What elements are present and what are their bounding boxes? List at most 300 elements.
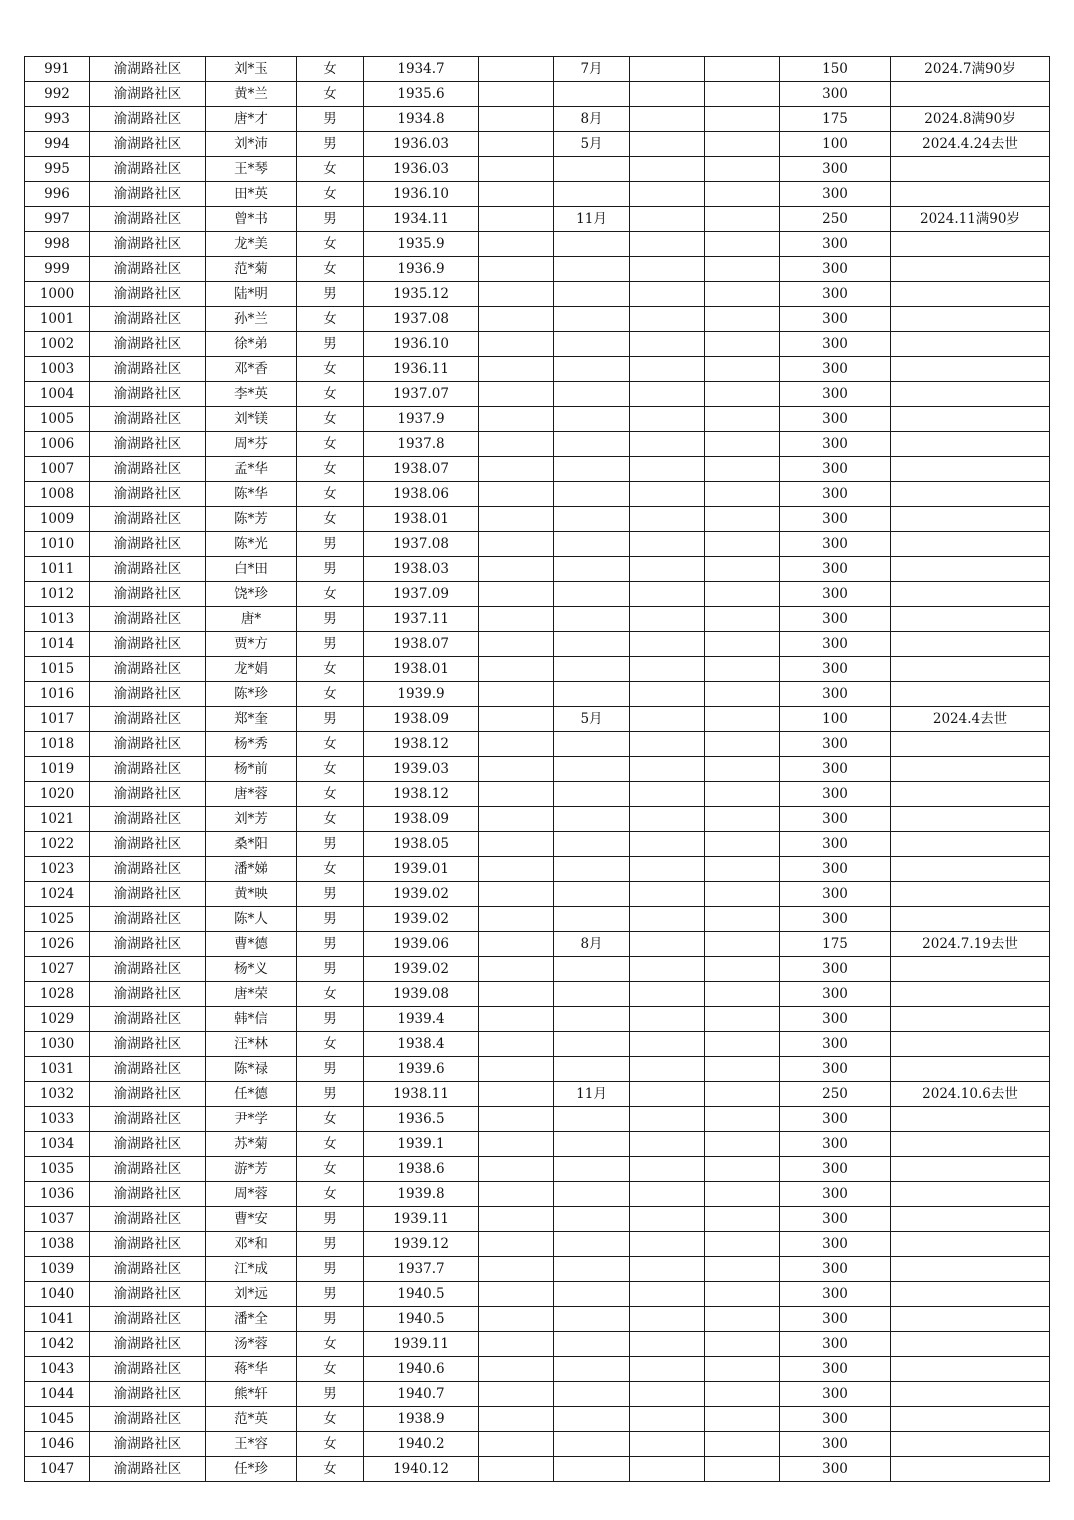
cell-serial-number: 1022 — [25, 832, 90, 857]
cell-birth-date: 1939.11 — [364, 1332, 479, 1357]
cell-month — [554, 1107, 630, 1132]
cell-month — [554, 832, 630, 857]
cell-serial-number: 1007 — [25, 457, 90, 482]
cell-community: 渝湖路社区 — [90, 1282, 206, 1307]
cell-birth-date: 1938.01 — [364, 657, 479, 682]
cell-amount: 300 — [780, 1307, 891, 1332]
cell-gender: 女 — [297, 1157, 364, 1182]
cell-blank-col8 — [630, 1432, 705, 1457]
cell-month — [554, 732, 630, 757]
cell-name: 陈*光 — [206, 532, 297, 557]
cell-blank-col6 — [479, 232, 554, 257]
cell-month — [554, 157, 630, 182]
cell-community: 渝湖路社区 — [90, 457, 206, 482]
cell-community: 渝湖路社区 — [90, 732, 206, 757]
cell-blank-col9 — [705, 1107, 780, 1132]
cell-birth-date: 1936.9 — [364, 257, 479, 282]
cell-gender: 女 — [297, 82, 364, 107]
cell-community: 渝湖路社区 — [90, 132, 206, 157]
cell-serial-number: 1035 — [25, 1157, 90, 1182]
cell-blank-col8 — [630, 1357, 705, 1382]
roster-table — [24, 56, 1050, 1482]
cell-birth-date: 1938.03 — [364, 557, 479, 582]
cell-serial-number: 1030 — [25, 1032, 90, 1057]
cell-blank-col9 — [705, 1232, 780, 1257]
cell-note: 2024.8满90岁 — [891, 107, 1050, 132]
cell-birth-date: 1935.6 — [364, 82, 479, 107]
cell-name: 杨*秀 — [206, 732, 297, 757]
cell-blank-col9 — [705, 1182, 780, 1207]
cell-blank-col8 — [630, 132, 705, 157]
cell-amount: 175 — [780, 107, 891, 132]
cell-amount: 300 — [780, 782, 891, 807]
cell-community: 渝湖路社区 — [90, 207, 206, 232]
cell-name: 江*成 — [206, 1257, 297, 1282]
table-row — [25, 1057, 1050, 1082]
table-row — [25, 257, 1050, 282]
cell-blank-col9 — [705, 1382, 780, 1407]
table-row — [25, 1132, 1050, 1157]
cell-note — [891, 1032, 1050, 1057]
cell-note: 2024.7满90岁 — [891, 57, 1050, 82]
cell-blank-col6 — [479, 1432, 554, 1457]
cell-note — [891, 1382, 1050, 1407]
cell-blank-col8 — [630, 582, 705, 607]
cell-blank-col8 — [630, 82, 705, 107]
cell-gender: 女 — [297, 257, 364, 282]
cell-blank-col6 — [479, 1232, 554, 1257]
cell-gender: 女 — [297, 507, 364, 532]
table-row — [25, 182, 1050, 207]
cell-month — [554, 657, 630, 682]
cell-note — [891, 1307, 1050, 1332]
cell-community: 渝湖路社区 — [90, 107, 206, 132]
cell-serial-number: 1018 — [25, 732, 90, 757]
cell-blank-col6 — [479, 357, 554, 382]
cell-blank-col8 — [630, 1032, 705, 1057]
cell-community: 渝湖路社区 — [90, 857, 206, 882]
cell-name: 刘*沛 — [206, 132, 297, 157]
cell-blank-col8 — [630, 1382, 705, 1407]
cell-blank-col8 — [630, 1232, 705, 1257]
cell-blank-col9 — [705, 1157, 780, 1182]
cell-birth-date: 1938.01 — [364, 507, 479, 532]
cell-community: 渝湖路社区 — [90, 157, 206, 182]
cell-community: 渝湖路社区 — [90, 1132, 206, 1157]
cell-month — [554, 357, 630, 382]
cell-birth-date: 1937.08 — [364, 307, 479, 332]
cell-note — [891, 332, 1050, 357]
cell-birth-date: 1936.11 — [364, 357, 479, 382]
cell-month — [554, 407, 630, 432]
cell-note — [891, 582, 1050, 607]
cell-community: 渝湖路社区 — [90, 1232, 206, 1257]
cell-serial-number: 1038 — [25, 1232, 90, 1257]
cell-month: 5月 — [554, 707, 630, 732]
cell-blank-col9 — [705, 482, 780, 507]
cell-gender: 男 — [297, 1007, 364, 1032]
cell-serial-number: 1033 — [25, 1107, 90, 1132]
cell-blank-col8 — [630, 57, 705, 82]
cell-name: 刘*镁 — [206, 407, 297, 432]
cell-month — [554, 457, 630, 482]
cell-blank-col6 — [479, 1407, 554, 1432]
cell-name: 曹*德 — [206, 932, 297, 957]
cell-serial-number: 1037 — [25, 1207, 90, 1232]
cell-blank-col8 — [630, 1057, 705, 1082]
cell-blank-col9 — [705, 57, 780, 82]
cell-blank-col6 — [479, 832, 554, 857]
cell-blank-col9 — [705, 332, 780, 357]
cell-note — [891, 157, 1050, 182]
cell-note — [891, 757, 1050, 782]
cell-gender: 男 — [297, 557, 364, 582]
cell-note — [891, 1107, 1050, 1132]
cell-community: 渝湖路社区 — [90, 957, 206, 982]
cell-month: 5月 — [554, 132, 630, 157]
cell-blank-col9 — [705, 932, 780, 957]
cell-community: 渝湖路社区 — [90, 982, 206, 1007]
cell-serial-number: 998 — [25, 232, 90, 257]
table-row — [25, 1332, 1050, 1357]
cell-blank-col8 — [630, 232, 705, 257]
cell-community: 渝湖路社区 — [90, 707, 206, 732]
cell-birth-date: 1939.11 — [364, 1207, 479, 1232]
cell-blank-col8 — [630, 182, 705, 207]
cell-birth-date: 1939.9 — [364, 682, 479, 707]
cell-blank-col8 — [630, 682, 705, 707]
cell-serial-number: 1041 — [25, 1307, 90, 1332]
cell-gender: 女 — [297, 1432, 364, 1457]
cell-serial-number: 1025 — [25, 907, 90, 932]
cell-gender: 女 — [297, 1407, 364, 1432]
cell-gender: 女 — [297, 1457, 364, 1482]
cell-blank-col8 — [630, 1107, 705, 1132]
cell-serial-number: 1010 — [25, 532, 90, 557]
cell-serial-number: 1032 — [25, 1082, 90, 1107]
cell-amount: 300 — [780, 332, 891, 357]
cell-birth-date: 1936.03 — [364, 157, 479, 182]
cell-community: 渝湖路社区 — [90, 607, 206, 632]
cell-note — [891, 357, 1050, 382]
cell-serial-number: 1016 — [25, 682, 90, 707]
cell-name: 白*田 — [206, 557, 297, 582]
cell-birth-date: 1940.7 — [364, 1382, 479, 1407]
cell-name: 周*蓉 — [206, 1182, 297, 1207]
table-row — [25, 82, 1050, 107]
cell-birth-date: 1938.05 — [364, 832, 479, 857]
cell-birth-date: 1940.2 — [364, 1432, 479, 1457]
cell-month: 8月 — [554, 932, 630, 957]
cell-name: 刘*玉 — [206, 57, 297, 82]
cell-amount: 300 — [780, 832, 891, 857]
cell-name: 唐*荣 — [206, 982, 297, 1007]
cell-blank-col6 — [479, 157, 554, 182]
cell-birth-date: 1939.4 — [364, 1007, 479, 1032]
table-row — [25, 532, 1050, 557]
cell-note — [891, 1182, 1050, 1207]
cell-gender: 男 — [297, 1282, 364, 1307]
cell-month — [554, 757, 630, 782]
cell-community: 渝湖路社区 — [90, 307, 206, 332]
cell-note — [891, 282, 1050, 307]
cell-amount: 300 — [780, 557, 891, 582]
cell-amount: 300 — [780, 657, 891, 682]
cell-month — [554, 1457, 630, 1482]
cell-note — [891, 832, 1050, 857]
cell-blank-col9 — [705, 207, 780, 232]
cell-blank-col9 — [705, 282, 780, 307]
cell-gender: 女 — [297, 1107, 364, 1132]
cell-serial-number: 1031 — [25, 1057, 90, 1082]
cell-name: 曹*安 — [206, 1207, 297, 1232]
cell-blank-col9 — [705, 657, 780, 682]
cell-birth-date: 1936.10 — [364, 182, 479, 207]
cell-blank-col8 — [630, 432, 705, 457]
cell-community: 渝湖路社区 — [90, 407, 206, 432]
cell-amount: 300 — [780, 907, 891, 932]
cell-serial-number: 1015 — [25, 657, 90, 682]
table-row — [25, 382, 1050, 407]
cell-serial-number: 992 — [25, 82, 90, 107]
cell-gender: 男 — [297, 882, 364, 907]
cell-gender: 女 — [297, 307, 364, 332]
cell-birth-date: 1936.03 — [364, 132, 479, 157]
cell-note — [891, 507, 1050, 532]
cell-serial-number: 994 — [25, 132, 90, 157]
cell-amount: 300 — [780, 1382, 891, 1407]
cell-month — [554, 807, 630, 832]
cell-community: 渝湖路社区 — [90, 1082, 206, 1107]
cell-name: 龙*娟 — [206, 657, 297, 682]
cell-note — [891, 1157, 1050, 1182]
cell-birth-date: 1937.11 — [364, 607, 479, 632]
cell-blank-col6 — [479, 957, 554, 982]
cell-blank-col9 — [705, 782, 780, 807]
cell-month — [554, 507, 630, 532]
cell-name: 汤*蓉 — [206, 1332, 297, 1357]
cell-amount: 300 — [780, 1057, 891, 1082]
cell-note — [891, 1432, 1050, 1457]
cell-blank-col6 — [479, 207, 554, 232]
table-row — [25, 732, 1050, 757]
table-row — [25, 832, 1050, 857]
cell-birth-date: 1938.07 — [364, 457, 479, 482]
cell-birth-date: 1937.09 — [364, 582, 479, 607]
cell-birth-date: 1939.1 — [364, 1132, 479, 1157]
cell-gender: 女 — [297, 757, 364, 782]
cell-month — [554, 232, 630, 257]
cell-name: 汪*林 — [206, 1032, 297, 1057]
cell-blank-col8 — [630, 1282, 705, 1307]
cell-amount: 300 — [780, 1282, 891, 1307]
cell-blank-col6 — [479, 607, 554, 632]
cell-community: 渝湖路社区 — [90, 757, 206, 782]
cell-month — [554, 1432, 630, 1457]
cell-gender: 男 — [297, 632, 364, 657]
cell-amount: 100 — [780, 707, 891, 732]
cell-community: 渝湖路社区 — [90, 932, 206, 957]
cell-note: 2024.4去世 — [891, 707, 1050, 732]
cell-blank-col8 — [630, 357, 705, 382]
table-row — [25, 882, 1050, 907]
cell-serial-number: 991 — [25, 57, 90, 82]
table-row — [25, 582, 1050, 607]
table-row — [25, 457, 1050, 482]
cell-gender: 女 — [297, 432, 364, 457]
table-row — [25, 607, 1050, 632]
cell-note — [891, 1257, 1050, 1282]
cell-serial-number: 1043 — [25, 1357, 90, 1382]
cell-birth-date: 1939.08 — [364, 982, 479, 1007]
cell-blank-col8 — [630, 107, 705, 132]
cell-blank-col6 — [479, 482, 554, 507]
cell-name: 任*珍 — [206, 1457, 297, 1482]
cell-amount: 300 — [780, 1232, 891, 1257]
cell-name: 杨*义 — [206, 957, 297, 982]
cell-month — [554, 882, 630, 907]
cell-month — [554, 432, 630, 457]
cell-amount: 250 — [780, 1082, 891, 1107]
table-row — [25, 707, 1050, 732]
cell-amount: 300 — [780, 857, 891, 882]
cell-birth-date: 1939.01 — [364, 857, 479, 882]
cell-community: 渝湖路社区 — [90, 1107, 206, 1132]
cell-amount: 300 — [780, 82, 891, 107]
cell-community: 渝湖路社区 — [90, 1007, 206, 1032]
cell-month — [554, 682, 630, 707]
cell-name: 桑*阳 — [206, 832, 297, 857]
cell-name: 杨*前 — [206, 757, 297, 782]
roster-table-body — [25, 57, 1050, 1482]
cell-community: 渝湖路社区 — [90, 1357, 206, 1382]
cell-blank-col8 — [630, 1132, 705, 1157]
table-row — [25, 857, 1050, 882]
cell-name: 饶*珍 — [206, 582, 297, 607]
cell-blank-col6 — [479, 707, 554, 732]
cell-gender: 女 — [297, 457, 364, 482]
cell-name: 陈*禄 — [206, 1057, 297, 1082]
cell-note — [891, 807, 1050, 832]
cell-note — [891, 1232, 1050, 1257]
cell-blank-col9 — [705, 132, 780, 157]
table-row — [25, 1107, 1050, 1132]
cell-serial-number: 1024 — [25, 882, 90, 907]
cell-amount: 300 — [780, 1182, 891, 1207]
cell-blank-col8 — [630, 407, 705, 432]
cell-gender: 女 — [297, 732, 364, 757]
cell-community: 渝湖路社区 — [90, 882, 206, 907]
cell-serial-number: 1011 — [25, 557, 90, 582]
cell-note — [891, 632, 1050, 657]
cell-blank-col8 — [630, 957, 705, 982]
cell-note — [891, 682, 1050, 707]
cell-blank-col8 — [630, 607, 705, 632]
cell-blank-col8 — [630, 1182, 705, 1207]
cell-blank-col9 — [705, 157, 780, 182]
cell-blank-col6 — [479, 1007, 554, 1032]
cell-name: 田*英 — [206, 182, 297, 207]
cell-birth-date: 1940.6 — [364, 1357, 479, 1382]
cell-blank-col9 — [705, 1457, 780, 1482]
cell-amount: 300 — [780, 957, 891, 982]
cell-note — [891, 982, 1050, 1007]
cell-gender: 女 — [297, 782, 364, 807]
table-row — [25, 1157, 1050, 1182]
cell-blank-col9 — [705, 532, 780, 557]
cell-month — [554, 532, 630, 557]
cell-community: 渝湖路社区 — [90, 1457, 206, 1482]
cell-community: 渝湖路社区 — [90, 832, 206, 857]
cell-amount: 300 — [780, 232, 891, 257]
cell-community: 渝湖路社区 — [90, 532, 206, 557]
cell-amount: 300 — [780, 882, 891, 907]
cell-blank-col6 — [479, 1107, 554, 1132]
table-row — [25, 357, 1050, 382]
cell-name: 孟*华 — [206, 457, 297, 482]
table-row — [25, 1432, 1050, 1457]
cell-blank-col9 — [705, 1057, 780, 1082]
cell-blank-col9 — [705, 857, 780, 882]
cell-blank-col9 — [705, 557, 780, 582]
cell-note — [891, 1457, 1050, 1482]
cell-community: 渝湖路社区 — [90, 482, 206, 507]
cell-month — [554, 1207, 630, 1232]
cell-birth-date: 1937.9 — [364, 407, 479, 432]
cell-blank-col9 — [705, 682, 780, 707]
cell-blank-col9 — [705, 1032, 780, 1057]
cell-community: 渝湖路社区 — [90, 282, 206, 307]
cell-serial-number: 1002 — [25, 332, 90, 357]
cell-name: 黄*映 — [206, 882, 297, 907]
cell-gender: 女 — [297, 1182, 364, 1207]
cell-amount: 300 — [780, 682, 891, 707]
cell-month — [554, 1157, 630, 1182]
cell-note — [891, 432, 1050, 457]
table-row — [25, 132, 1050, 157]
cell-blank-col9 — [705, 1207, 780, 1232]
cell-amount: 300 — [780, 807, 891, 832]
cell-amount: 300 — [780, 1257, 891, 1282]
table-row — [25, 957, 1050, 982]
cell-blank-col6 — [479, 182, 554, 207]
cell-gender: 男 — [297, 1207, 364, 1232]
cell-blank-col9 — [705, 1082, 780, 1107]
cell-blank-col9 — [705, 1307, 780, 1332]
cell-blank-col6 — [479, 1157, 554, 1182]
table-row — [25, 657, 1050, 682]
cell-note: 2024.11满90岁 — [891, 207, 1050, 232]
cell-community: 渝湖路社区 — [90, 257, 206, 282]
cell-name: 曾*书 — [206, 207, 297, 232]
cell-note — [891, 482, 1050, 507]
cell-birth-date: 1938.11 — [364, 1082, 479, 1107]
cell-blank-col6 — [479, 507, 554, 532]
cell-name: 孙*兰 — [206, 307, 297, 332]
cell-month — [554, 482, 630, 507]
cell-month — [554, 632, 630, 657]
cell-name: 陈*珍 — [206, 682, 297, 707]
cell-blank-col8 — [630, 757, 705, 782]
cell-amount: 250 — [780, 207, 891, 232]
table-row — [25, 1257, 1050, 1282]
cell-blank-col6 — [479, 1082, 554, 1107]
table-row — [25, 282, 1050, 307]
cell-blank-col6 — [479, 932, 554, 957]
cell-amount: 300 — [780, 757, 891, 782]
cell-gender: 男 — [297, 1307, 364, 1332]
table-row — [25, 1032, 1050, 1057]
